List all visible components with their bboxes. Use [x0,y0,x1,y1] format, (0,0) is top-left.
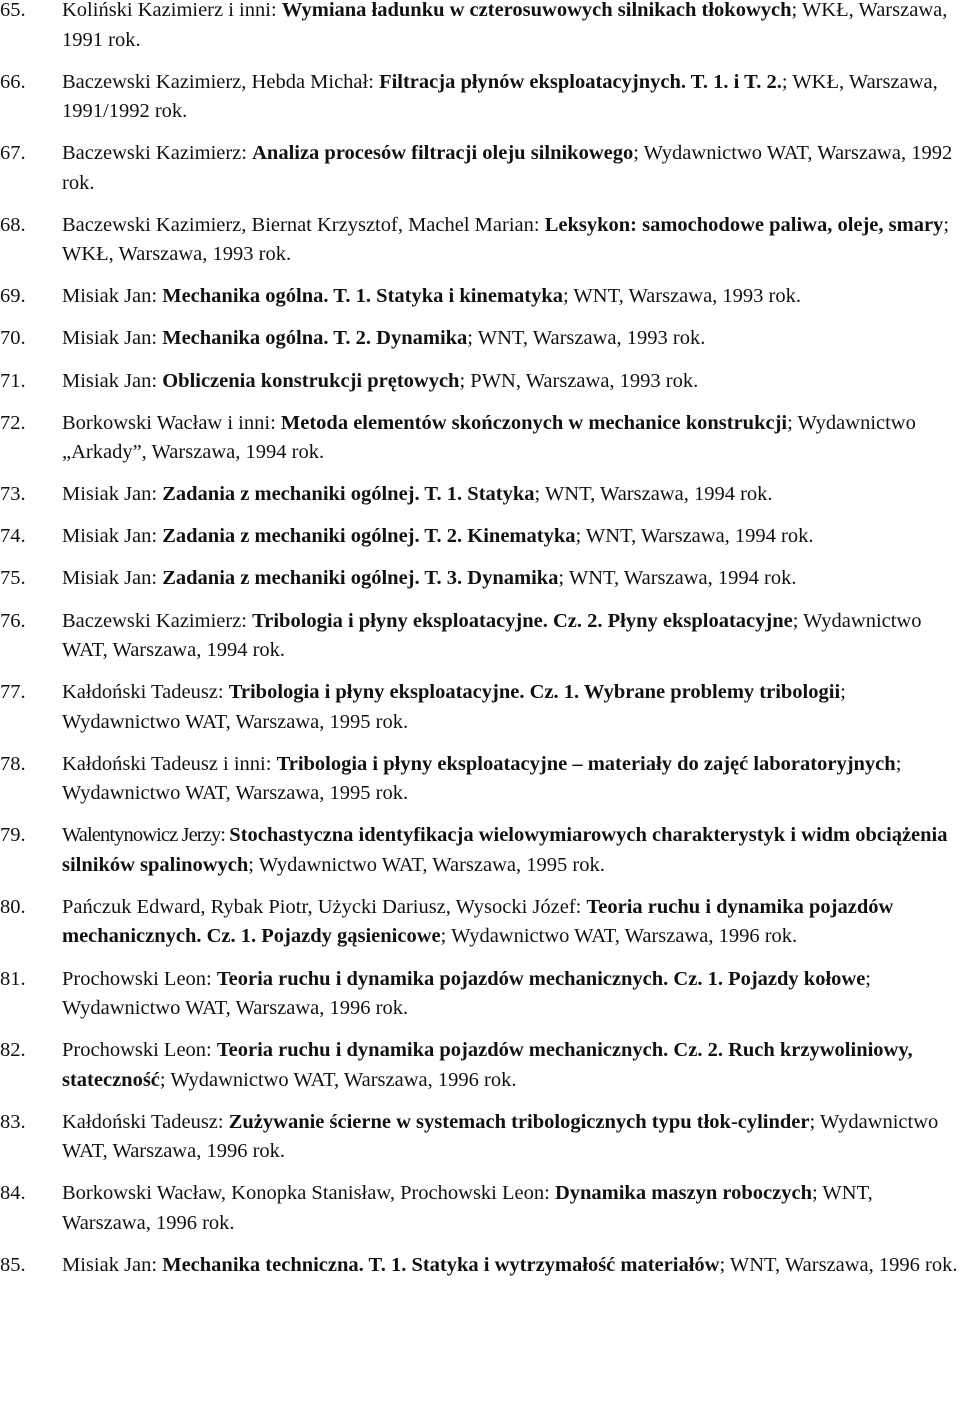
entry-title: Teoria ruchu i dynamika pojazdów mechanicznych. Cz. 2. Ruch krzywoliniowy, stateczność [62,1039,913,1091]
entry-authors: Prochowski Leon: [62,967,217,990]
entry-authors: Prochowski Leon: [62,1039,217,1062]
entry-authors: Baczewski Kazimierz: [62,609,253,632]
entry-title: Zadania z mechaniki ogólnej. T. 2. Kinematyka [162,525,576,548]
entry-number: 66. [0,70,26,93]
entry-authors: Baczewski Kazimierz, Hebda Michał: [62,70,380,93]
entry-authors: Misiak Jan: [62,1253,163,1276]
entry-title: Zadania z mechaniki ogólnej. T. 1. Statyka [162,483,535,506]
entry-title: Mechanika techniczna. T. 1. Statyka i wytrzymałość materiałów [162,1253,720,1276]
entry-number: 78. [0,752,26,775]
entry-number: 71. [0,369,26,392]
entry-authors: Baczewski Kazimierz, Biernat Krzysztof, Machel Marian: [62,213,545,236]
entry-title: Analiza procesów filtracji oleju silnikowego [252,142,634,165]
entry-publisher: ; Wydawnictwo WAT, Warszawa, 1994 rok. [62,609,922,662]
entry-number: 75. [0,567,26,590]
entry-publisher: ; WKŁ, Warszawa, 1991/1992 rok. [62,70,938,123]
bibliography-entry [0,522,960,552]
entry-title: Mechanika ogólna. T. 1. Statyka i kinematyka [162,285,563,308]
bibliography-entry [0,1179,960,1238]
entry-number: 65. [0,0,26,21]
entry-publisher: ; Wydawnictwo „Arkady”, Warszawa, 1994 rok. [62,411,916,464]
entry-publisher: ; Wydawnictwo WAT, Warszawa, 1992 rok. [62,142,953,194]
entry-number: 70. [0,327,26,350]
entry-authors: Kałdoński Tadeusz i inni: [62,752,277,775]
bibliography-entry [0,965,960,1024]
bibliography-entry [0,678,960,737]
entry-publisher: ; WKŁ, Warszawa, 1993 rok. [62,213,950,266]
entry-title: Dynamika maszyn roboczych [554,1182,812,1205]
bibliography-entry [0,480,960,510]
entry-publisher: ; Wydawnictwo WAT, Warszawa, 1995 rok. [248,853,605,876]
entry-number: 84. [0,1182,26,1205]
bibliography-entry [0,750,960,809]
entry-publisher: ; WNT, Warszawa, 1994 rok. [558,567,797,590]
entry-publisher: ; WNT, Warszawa, 1996 rok. [62,1182,873,1234]
entry-number: 74. [0,525,26,548]
entry-authors: Walentynowicz Jerzy: [62,824,230,847]
bibliography-entry [0,821,960,880]
entry-authors: Misiak Jan: [62,567,163,590]
entry-authors: Kałdoński Tadeusz: [62,681,229,704]
entry-number: 69. [0,285,26,308]
entry-authors: Misiak Jan: [62,327,163,350]
entry-title: Tribologia i płyny eksploatacyjne. Cz. 2. Płyny eksploatacyjne [252,609,793,632]
entry-authors: Misiak Jan: [62,285,163,308]
bibliography-entry [0,0,960,55]
bibliography-entry [0,607,960,666]
entry-title: Leksykon: samochodowe paliwa, oleje, smary [544,213,944,236]
entry-publisher: ; WNT, Warszawa, 1994 rok. [575,525,814,548]
entry-publisher: ; Wydawnictwo WAT, Warszawa, 1995 rok. [62,752,902,805]
entry-authors: Koliński Kazimierz i inni: [62,0,282,21]
bibliography-entry [0,1036,960,1095]
entry-title: Zużywanie ścierne w systemach tribologicznych typu tłok-cylinder [228,1110,810,1133]
entry-authors: Pańczuk Edward, Rybak Piotr, Użycki Dariusz, Wysocki Józef: [62,895,587,918]
entry-publisher: ; WNT, Warszawa, 1993 rok. [467,327,706,350]
entry-number: 80. [0,895,26,918]
entry-number: 67. [0,142,26,165]
entry-publisher: ; Wydawnictwo WAT, Warszawa, 1996 rok. [440,925,798,948]
bibliography-entry [0,68,960,127]
bibliography-entry [0,1108,960,1167]
entry-title: Zadania z mechaniki ogólnej. T. 3. Dynamika [162,567,559,590]
entry-number: 76. [0,609,26,632]
entry-authors: Borkowski Wacław, Konopka Stanisław, Prochowski Leon: [62,1182,555,1205]
entry-publisher: ; WNT, Warszawa, 1994 rok. [534,483,773,506]
entry-title: Wymiana ładunku w czterosuwowych silnikach tłokowych [281,0,792,21]
entry-number: 68. [0,213,26,236]
entry-title: Mechanika ogólna. T. 2. Dynamika [162,327,468,350]
entry-authors: Baczewski Kazimierz: [62,142,253,165]
entry-title: Tribologia i płyny eksploatacyjne – materiały do zajęć laboratoryjnych [276,752,896,775]
entry-title: Metoda elementów skończonych w mechanice konstrukcji [280,411,788,434]
entry-title: Teoria ruchu i dynamika pojazdów mechanicznych. Cz. 1. Pojazdy kołowe [216,967,866,990]
entry-title: Obliczenia konstrukcji prętowych [162,369,460,392]
entry-authors: Borkowski Wacław i inni: [62,411,281,434]
entry-title: Teoria ruchu i dynamika pojazdów mechanicznych. Cz. 1. Pojazdy gąsienicowe [62,895,894,948]
entry-number: 82. [0,1039,26,1062]
entry-number: 72. [0,411,26,434]
entry-title: Filtracja płynów eksploatacyjnych. T. 1. i T. 2. [379,70,782,93]
entry-number: 85. [0,1253,26,1276]
entry-number: 73. [0,483,26,506]
entry-authors: Kałdoński Tadeusz: [62,1110,229,1133]
entry-publisher: ; WNT, Warszawa, 1993 rok. [562,285,802,308]
bibliography-entry [0,893,960,952]
bibliography-entry [0,211,960,270]
bibliography-entry [0,282,960,312]
entry-title: Tribologia i płyny eksploatacyjne. Cz. 1. Wybrane problemy tribologii [228,681,841,704]
entry-publisher: ; Wydawnictwo WAT, Warszawa, 1996 rok. [62,967,871,1019]
bibliography-entry [0,367,960,397]
entry-number: 79. [0,824,26,847]
entry-publisher: ; Wydawnictwo WAT, Warszawa, 1995 rok. [62,681,846,733]
entry-title: Stochastyczna identyfikacja wielowymiarowych charakterystyk i widm obciążenia silników spalinowych [62,824,948,876]
entry-publisher: ; WKŁ, Warszawa, 1991 rok. [62,0,948,51]
bibliography-entry [0,1251,960,1281]
entry-authors: Misiak Jan: [62,483,163,506]
entry-publisher: ; Wydawnictwo WAT, Warszawa, 1996 rok. [62,1110,939,1163]
entry-authors: Misiak Jan: [62,525,163,548]
entry-publisher: ; PWN, Warszawa, 1993 rok. [459,369,699,392]
entry-publisher: ; Wydawnictwo WAT, Warszawa, 1996 rok. [159,1068,517,1091]
bibliography-entry [0,324,960,354]
entry-publisher: ; WNT, Warszawa, 1996 rok. [719,1253,958,1276]
bibliography-entry [0,139,960,198]
entry-number: 81. [0,967,26,990]
entry-number: 77. [0,681,26,704]
bibliography-entry [0,409,960,468]
bibliography-entry [0,564,960,594]
entry-authors: Misiak Jan: [62,369,163,392]
entry-number: 83. [0,1110,26,1133]
